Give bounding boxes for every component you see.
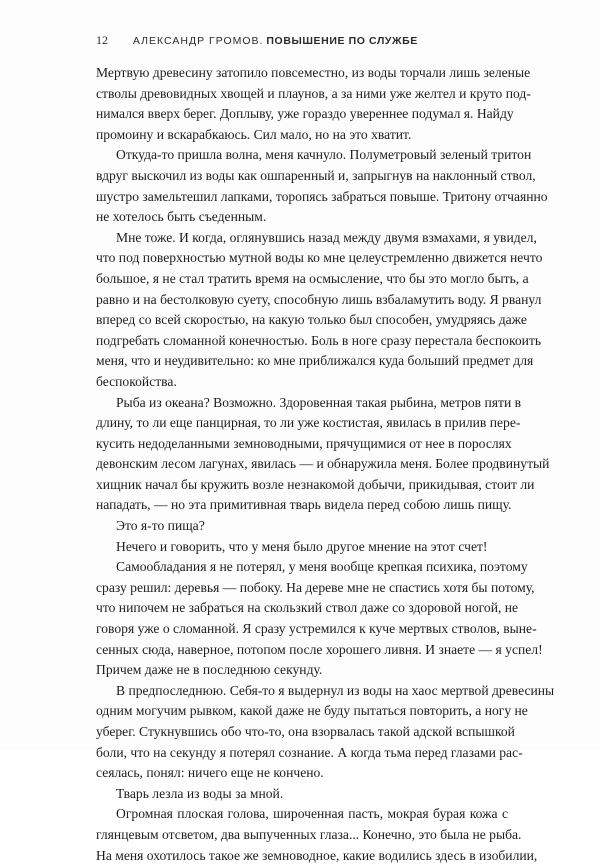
text-line: вперед со всей скоростью, на какую только был способен, умудряясь даже [96,312,527,328]
text-line: длину, то ли еще панцирная, то ли уже костистая, явилась в прилив пере- [96,415,521,431]
text-line: подгребать сломанной конечностью. Боль в ноге сразу перестала беспокоить [96,332,542,348]
text-line: боли, что на секунду я потерял сознание. А когда тьма перед глазами рас- [96,744,523,760]
text-line: девонским лесом лагунах, явилась — и обнаружила меня. Более продвинутый [96,456,550,472]
body-text [96,63,555,866]
text-line: хищник начал бы кружить возле незнакомой добычи, прикидывая, стоит ли [96,476,535,492]
text-line: Самообладания я не потерял, у меня вообще крепкая психика, поэтому [116,559,528,575]
text-line: нападать, — но эта примитивная тварь видела перед собою лишь пищу. [96,497,512,513]
text-line: В предпоследнюю. Себя-то я выдернул из воды на хаос мертвой древесины [116,682,555,698]
text-line: нимался вверх берег. Доплыву, уже гораздо увереннее подумал я. Найду [96,106,514,122]
text-line: Мертвую древесину затопило повсеместно, из воды торчали лишь зеленые [96,65,531,80]
text-line: На меня охотилось такое же земноводное, какие водились здесь в изобилии, [96,847,538,863]
text-line: что нипочем не забраться на скользкий ствол даже со здоровой ногой, не [96,600,519,616]
text-line: Рыба из океана? Возможно. Здоровенная такая рыбина, метров пяти в [116,394,522,410]
text-line: Откуда-то пришла волна, меня качнуло. Полуметровый зеленый тритон [116,147,532,163]
book-title: ПОВЫШЕНИЕ ПО СЛУЖБЕ [266,35,418,47]
page-number: 12 [96,33,108,47]
text-line: Мне тоже. И когда, оглянувшись назад между двумя взмахами, я увидел, [116,229,537,245]
text-line: уберег. Стукнувшись обо что-то, она взорвалась такой адской вспышкой [96,724,515,739]
text-line: глянцевым отсветом, два выпученных глаза... Конечно, это была не рыба. [96,826,522,842]
text-line: сеялась, понял: ничего еще не кончено. [96,765,324,781]
text-line: Огромная плоская голова, широченная пасть, мокрая бурая кожа с [116,806,508,822]
text-line: Тварь лезла из воды за мной. [116,785,284,801]
text-line: Это я-то пища? [116,518,205,534]
text-line: Причем даже не в последнюю секунду. [96,662,323,678]
text-line: одним могучим рывком, какой даже не буду пытаться повторить, а ногу не [96,703,528,719]
text-line: равно и на бестолковую суету, способную лишь взбаламутить воду. Я рванул [96,291,542,307]
text-line: большое, я не стал тратить время на осмысление, что бы это могло быть, а [96,270,529,286]
text-line: вдруг выскочил из воды как ошпаренный и, запрыгнув на наклонный ствол, [96,167,536,183]
text-line: шустро замельтешил лапками, торопясь забраться повыше. Тритону отчаянно [96,188,548,204]
text-line: беспокойства. [96,373,177,389]
text-line: промоину и вскарабкаюсь. Сил мало, но на это хватит. [96,126,412,142]
text-line: стволы древовидных хвощей и плаунов, а за ними уже желтел и круто под- [96,85,531,101]
text-line: сенных сюда, наверное, потопом после хорошего ливня. И знаете — я успел! [96,641,543,657]
text-line: говоря уже о сломанной. Я сразу устремился к куче мертвых стволов, выне- [96,621,537,637]
text-line: кусить недоделанными земноводными, прячущимися от нее в порослях [96,435,512,451]
author-name: АЛЕКСАНДР ГРОМОВ. [132,35,264,47]
text-line: сразу решил: деревья — побоку. На дереве мне не спастись хотя бы потому, [96,579,535,595]
text-line: что под поверхностью мутной воды ко мне целеустремленно движется нечто [96,250,543,266]
text-line: не хотелось быть съеденным. [96,209,267,225]
text-line: меня, что и неудивительно: ко мне приближался куда больший предмет для [96,353,534,369]
running-header [96,33,516,49]
text-line: Нечего и говорить, что у меня было другое мнение на этот счет! [116,538,488,554]
